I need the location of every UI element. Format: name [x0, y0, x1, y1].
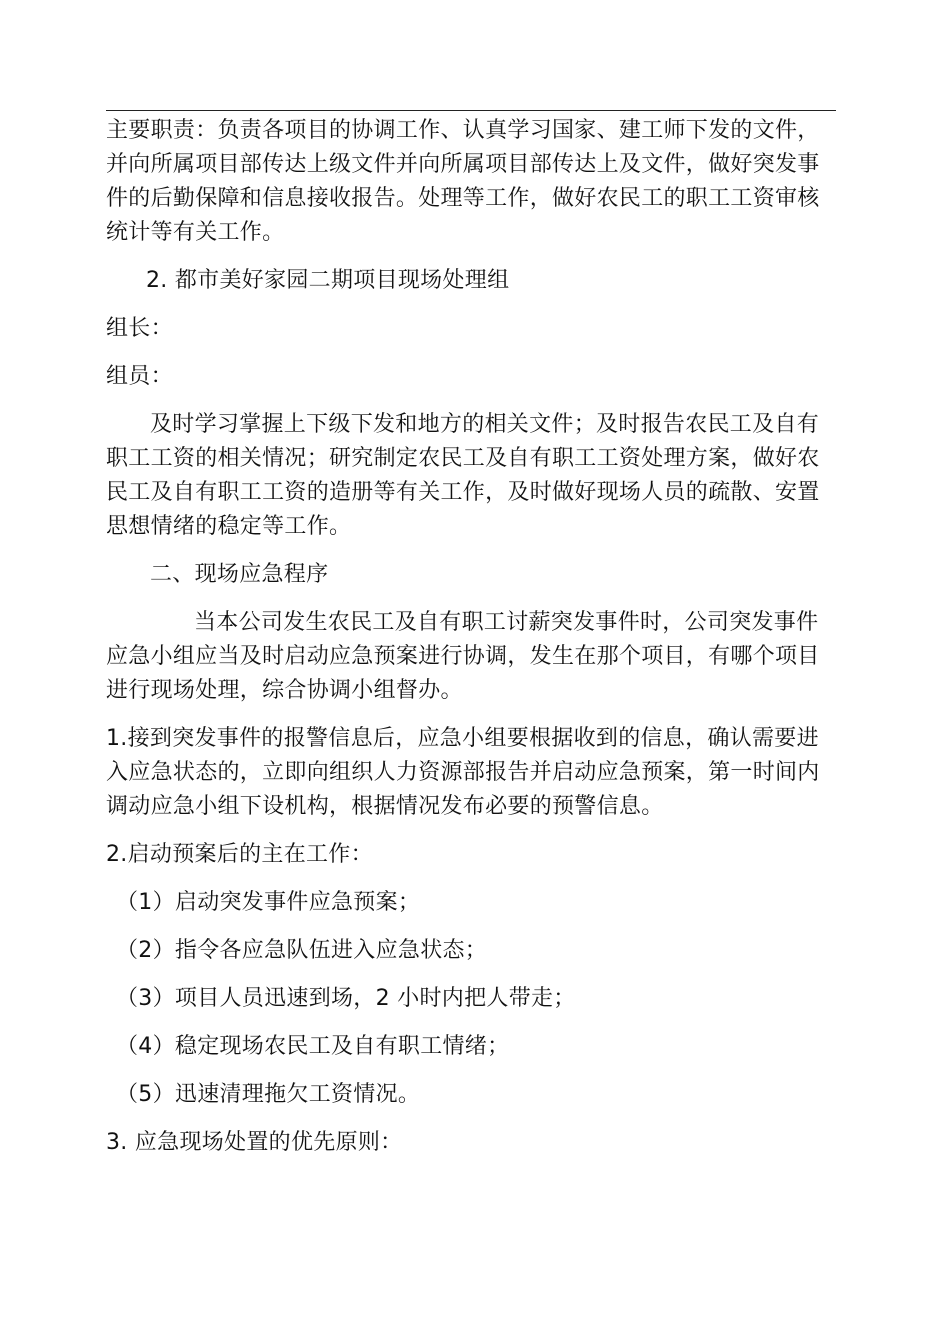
document-body [106, 114, 836, 1160]
step-3-heading: 3. 应急现场处置的优先原则： [106, 1130, 403, 1155]
list-item: （2）指令各应急队伍进入应急状态； [116, 938, 488, 963]
group-members-label: 组员： [106, 364, 173, 389]
list-item: （3）项目人员迅速到场，2 小时内把人带走； [116, 986, 576, 1011]
duties-paragraph: 主要职责：负责各项目的协调工作、认真学习国家、建工师下发的文件，并向所属项目部传达上级文件并向所属项目部传达上及文件，做好突发事件的后勤保障和信息接收报告。处理等工作，做好农民工的职工工资审核统计等有关工作。 [106, 118, 820, 245]
group-heading: 2. 都市美好家园二期项目现场处理组 [146, 268, 510, 293]
list-item: （5）迅速清理拖欠工资情况。 [116, 1082, 421, 1107]
list-item: （1）启动突发事件应急预案； [116, 890, 421, 915]
group-tasks-paragraph: 及时学习掌握上下级下发和地方的相关文件；及时报告农民工及自有职工工资的相关情况；研究制定农民工及自有职工工资处理方案，做好农民工及自有职工工资的造册等有关工作，及时做好现场人员的疏散、安置思想情绪的稳定等工作。 [106, 412, 820, 539]
step-1-paragraph: 1.接到突发事件的报警信息后，应急小组要根据收到的信息，确认需要进入应急状态的，立即向组织人力资源部报告并启动应急预案，第一时间内调动应急小组下设机构，根据情况发布必要的预警信息。 [106, 726, 820, 819]
group-leader-label: 组长： [106, 316, 173, 341]
section-heading: 二、现场应急程序 [150, 562, 329, 587]
step-2-heading: 2.启动预案后的主在工作： [106, 842, 373, 867]
procedure-intro-paragraph: 当本公司发生农民工及自有职工讨薪突发事件时，公司突发事件应急小组应当及时启动应急预案进行协调，发生在那个项目，有哪个项目进行现场处理，综合协调小组督办。 [106, 610, 820, 703]
header-rule [106, 110, 836, 111]
list-item: （4）稳定现场农民工及自有职工情绪； [116, 1034, 510, 1059]
